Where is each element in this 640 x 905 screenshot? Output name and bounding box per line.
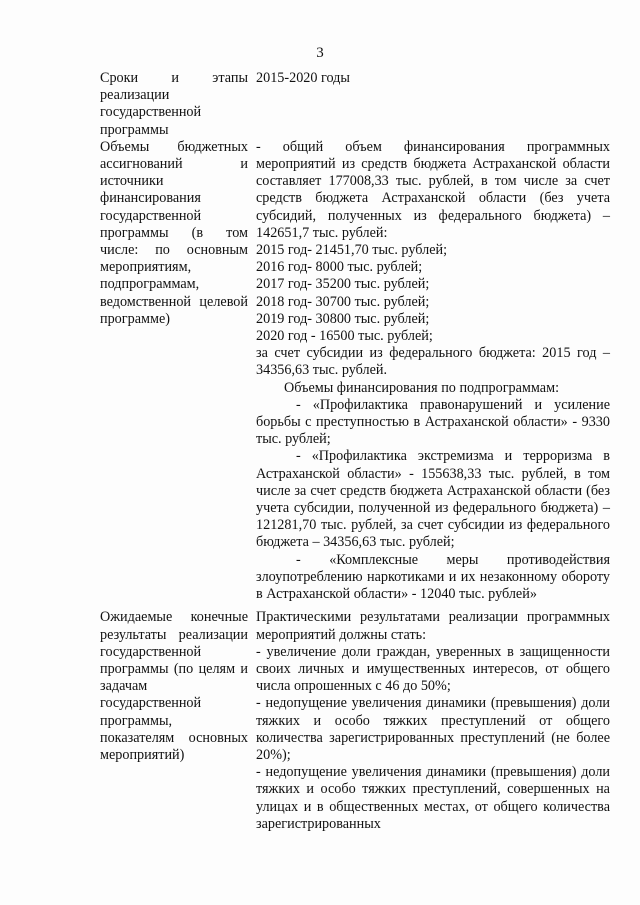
- value-terms: 2015-2020 годы: [256, 70, 350, 86]
- funding-year-2018: 2018 год- 30700 тыс. рублей;: [256, 293, 430, 310]
- funding-intro: - общий объем финансирования программных мероприятий из средств бюджета Астраханской области составляет 177008,33 тыс. рублей, в том числе за счет средств бюджета Астраханской области (без учета субсидий, полученных из федерального бюджета) – 142651,7 тыс. рублей:: [256, 138, 610, 241]
- label-funding: Объемы бюджетных ассигнований и источники финансирования государственной программы (в том числе: по основным мероприятиям, подпрограммам, ведомственной целевой программе): [100, 138, 248, 327]
- funding-year-2015: 2015 год- 21451,70 тыс. рублей;: [256, 242, 448, 259]
- results-intro: Практическими результатами реализации программных мероприятий должны стать:: [256, 609, 610, 643]
- row-terms: [100, 70, 610, 139]
- page-number: 3: [316, 45, 324, 61]
- funding-subprogram-1: - «Профилактика правонарушений и усиление борьбы с преступностью в Астраханской области» - 9330 тыс. рублей;: [256, 396, 610, 448]
- funding-year-2017: 2017 год- 35200 тыс. рублей;: [256, 276, 430, 293]
- row-results: [100, 609, 610, 833]
- funding-sub-heading: Объемы финансирования по подпрограммам:: [284, 379, 560, 396]
- label-results: Ожидаемые конечные результаты реализации государственной программы (по целям и задачам государственной программы, показателям основных мероприятий): [100, 609, 248, 763]
- results-item-2: - недопущение увеличения динамики (превышения) доли тяжких и особо тяжких преступлений от общего количества зарегистрированных преступлений (не более 20%);: [256, 695, 610, 763]
- results-item-1: - увеличение доли граждан, уверенных в защищенности своих личных и имущественных интересов, от общего числа опрошенных с 46 до 50%;: [256, 643, 610, 695]
- funding-subprogram-2: - «Профилактика экстремизма и терроризма в Астраханской области» - 155638,33 тыс. рублей, в том числе за счет средств бюджета Астраханской области (без учета субсидии, полученной из федерального бюджета) – 121281,70 тыс. рублей, за счет субсидии из федерального бюджета – 34356,63 тыс. рублей;: [256, 448, 610, 551]
- funding-federal: за счет субсидии из федерального бюджета: 2015 год – 34356,63 тыс. рублей.: [256, 345, 610, 379]
- passport-table: [100, 70, 610, 833]
- row-funding: [100, 139, 610, 603]
- funding-year-2020: 2020 год - 16500 тыс. рублей;: [256, 328, 433, 345]
- results-item-3: - недопущение увеличения динамики (превышения) доли тяжких и особо тяжких преступлений, совершенных на улицах и в общественных местах, от общего количества зарегистрированных: [256, 764, 610, 832]
- funding-subprogram-3: - «Комплексные меры противодействия злоупотреблению наркотиками и их незаконному обороту в Астраханской области» - 12040 тыс. рублей»: [256, 551, 610, 603]
- label-terms: Сроки и этапы реализации государственной программы: [100, 70, 248, 138]
- funding-year-2019: 2019 год- 30800 тыс. рублей;: [256, 310, 430, 327]
- funding-year-2016: 2016 год- 8000 тыс. рублей;: [256, 259, 423, 276]
